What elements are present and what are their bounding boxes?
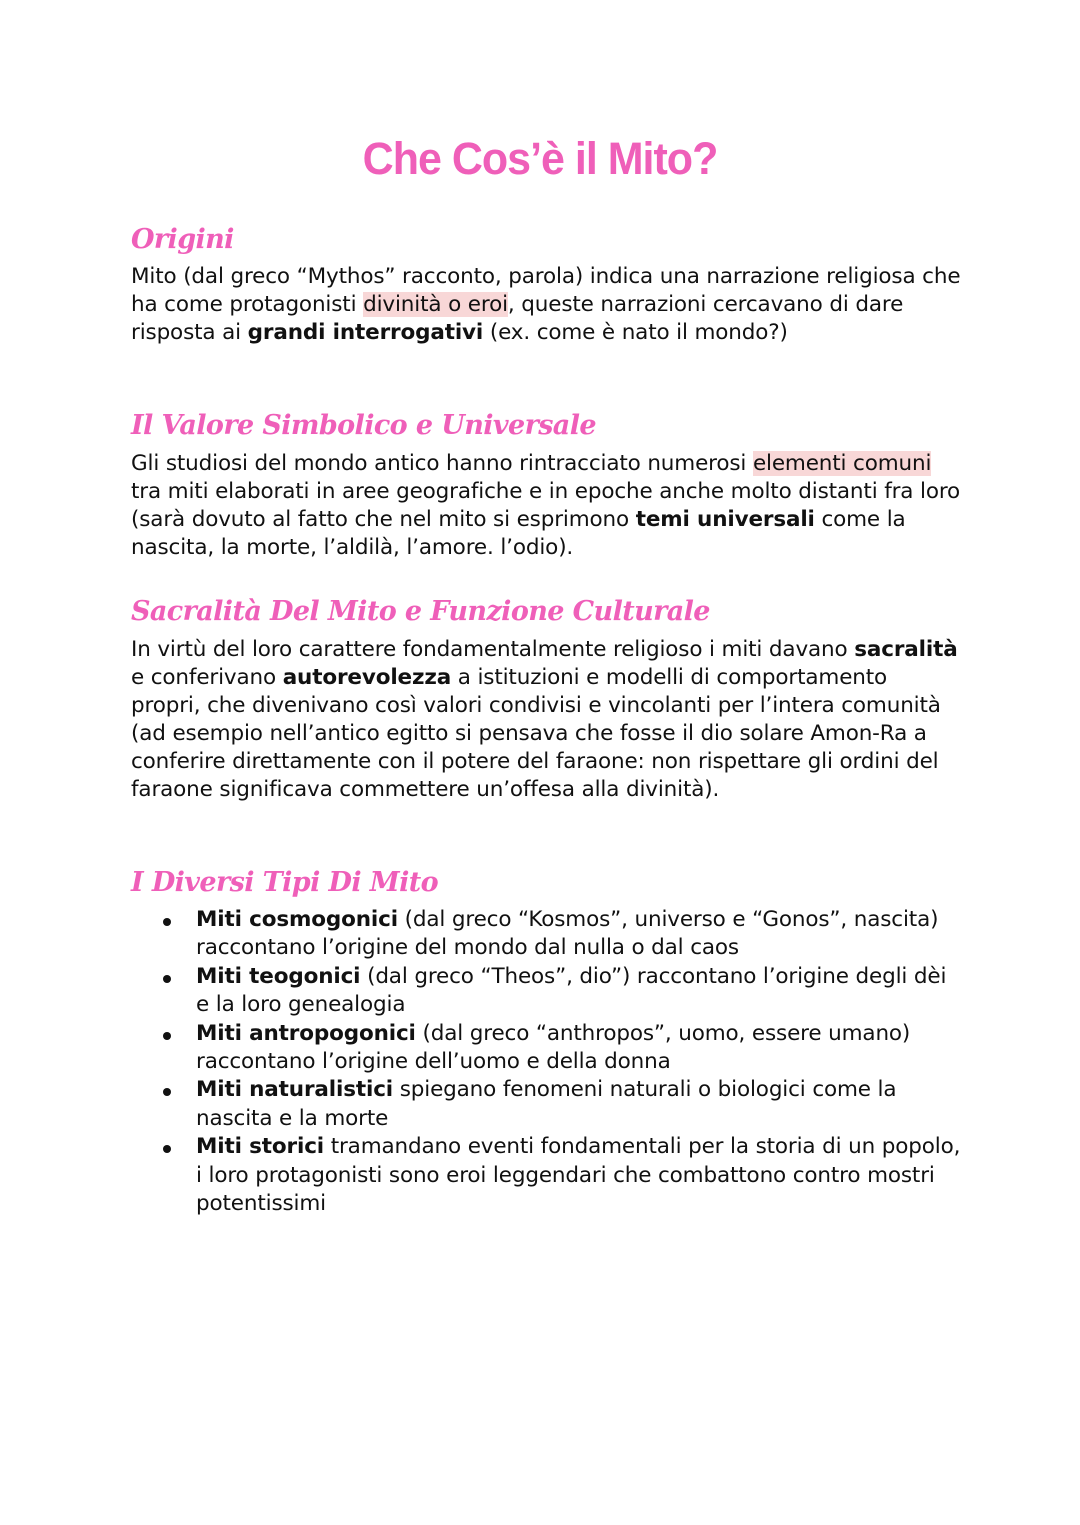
bold-text: autorevolezza	[282, 665, 452, 690]
text-segment: a istituzioni e modelli di comportamento propri, che divenivano così valori condivisi e vincolanti per l’intera comunità (ad esempio nell’antico egitto si pensava che fosse il dio solare Amon-Ra a conferire direttamente con il potere del faraone: non rispettare gli ordini del faraone significava commettere un’offesa alla divinità).	[131, 665, 941, 802]
list-item-text: (dal greco “anthropos”, uomo, essere umano) raccontano l’origine dell’uomo e della donna	[196, 1020, 911, 1075]
page-title: Che Cos’è il Mito?	[362, 133, 718, 185]
bullet-icon	[163, 1145, 171, 1153]
paragraph-sacralita	[131, 636, 961, 804]
text-segment: e conferivano	[131, 665, 283, 690]
bold-text: grandi interrogativi	[247, 320, 484, 345]
text-segment: (ex. come è nato il mondo?)	[483, 320, 788, 345]
list-item-text: spiegano fenomeni naturali o biologici come la nascita e la morte	[196, 1077, 897, 1131]
bullet-icon	[163, 1032, 171, 1040]
list-item	[196, 906, 966, 963]
bold-text: sacralità	[854, 637, 958, 662]
bullet-icon	[163, 975, 171, 983]
list-item-text: tramandano eventi fondamentali per la storia di un popolo, i loro protagonisti sono eroi leggendari che combattono contro mostri potentissimi	[196, 1134, 961, 1217]
text-segment: tra miti elaborati in aree geografiche e in epoche anche molto distanti fra loro (sarà dovuto al fatto che nel mito si esprimono	[131, 479, 961, 532]
list-item	[196, 1020, 966, 1077]
list-item	[196, 1076, 966, 1133]
list-item-term: Miti cosmogonici	[196, 907, 398, 932]
list-item-term: Miti antropogonici	[196, 1020, 416, 1046]
paragraph-valore-simbolico	[131, 450, 961, 562]
list-item	[196, 1133, 966, 1218]
list-item-term: Miti teogonici	[196, 963, 361, 989]
list-item-term: Miti naturalistici	[196, 1077, 394, 1103]
list-item-text: (dal greco “Kosmos”, universo e “Gonos”, nascita) raccontano l’origine del mondo dal nulla o dal caos	[196, 907, 939, 961]
text-segment: In virtù del loro carattere fondamentalmente religioso i miti davano	[131, 637, 855, 662]
bullet-icon	[163, 1088, 171, 1096]
text-segment: Mito (dal greco “Mythos” racconto, parola) indica una narrazione religiosa che ha come protagonisti	[131, 264, 961, 317]
heading-origini: Origini	[131, 224, 234, 255]
heading-sacralita: Sacralità Del Mito e Funzione Culturale	[131, 596, 710, 627]
myth-types-list	[131, 906, 966, 1218]
bold-text: temi universali	[635, 507, 815, 532]
paragraph-origini	[131, 263, 961, 347]
heading-tipi-di-mito: I Diversi Tipi Di Mito	[131, 867, 439, 898]
list-item	[196, 963, 966, 1020]
heading-valore-simbolico: Il Valore Simbolico e Universale	[131, 410, 596, 441]
list-item-text: (dal greco “Theos”, dio”) raccontano l’origine degli dèi e la loro genealogia	[196, 963, 947, 1018]
highlighted-text: divinità o eroi	[363, 292, 508, 317]
list-item-term: Miti storici	[196, 1134, 325, 1160]
highlighted-text: elementi comuni	[752, 451, 932, 476]
bullet-icon	[163, 918, 171, 926]
text-segment: Gli studiosi del mondo antico hanno rintracciato numerosi	[131, 451, 753, 476]
text-segment: come la nascita, la morte, l’aldilà, l’amore. l’odio).	[131, 507, 906, 560]
text-segment: , queste narrazioni cercavano di dare risposta ai	[131, 292, 904, 345]
